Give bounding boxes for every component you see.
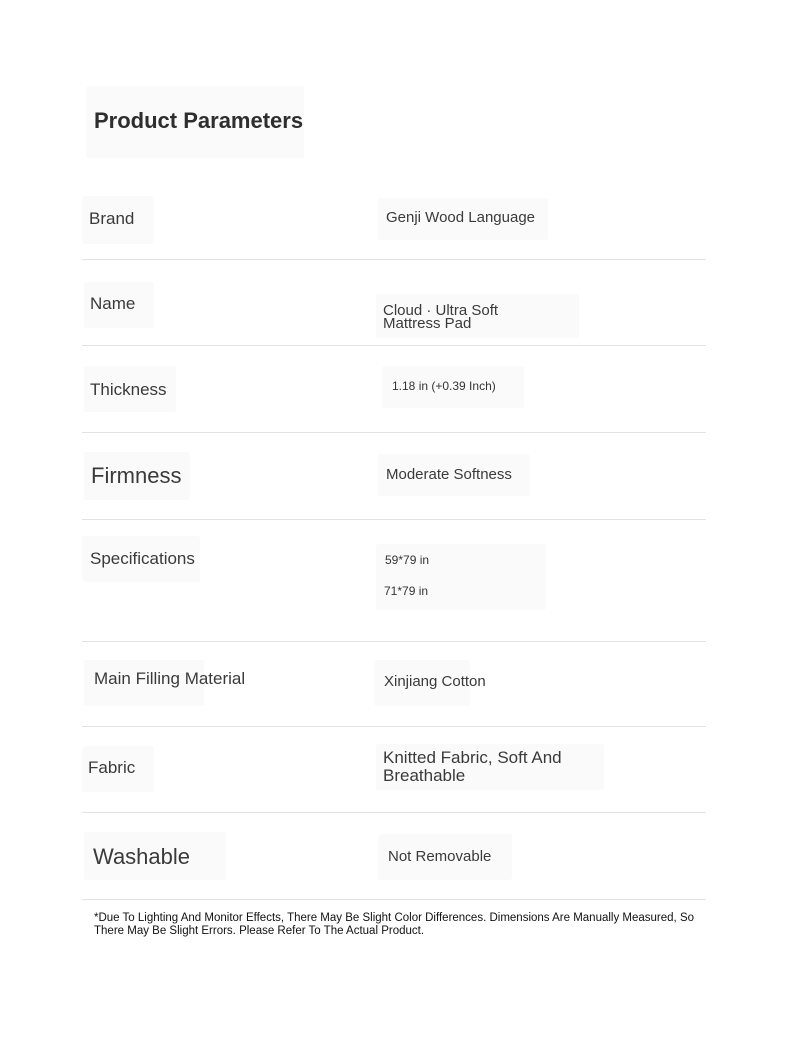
name-label: Name	[90, 294, 136, 313]
thickness-value: 1.18 in (+0.39 Inch)	[392, 379, 496, 393]
row-divider	[82, 432, 706, 433]
fabric-value: Knitted Fabric, Soft And Breathable	[383, 748, 562, 785]
disclaimer-note: *Due To Lighting And Monitor Effects, There May Be Slight Color Differences. Dimensions Are Manually Measured, So There May Be Slight Errors. Please Refer To The Actual Product.	[94, 912, 695, 937]
row-divider	[82, 259, 706, 260]
row-divider	[82, 899, 706, 900]
row-divider	[82, 812, 706, 813]
specifications-label: Specifications	[90, 549, 195, 568]
fabric-label: Fabric	[88, 758, 136, 777]
page-title: Product Parameters	[94, 108, 304, 133]
row-divider	[82, 726, 706, 727]
main-filling-material-label: Main Filling Material	[94, 669, 246, 688]
main-filling-material-value: Xinjiang Cotton	[384, 673, 486, 690]
row-divider	[82, 345, 706, 346]
row-divider	[82, 519, 706, 520]
specification-value: 71*79 in	[384, 584, 429, 598]
washable-value: Not Removable	[388, 848, 492, 865]
row-divider	[82, 641, 706, 642]
specification-value: 59*79 in	[385, 553, 430, 567]
thickness-label: Thickness	[90, 380, 167, 399]
name-value: Cloud · Ultra Soft Mattress Pad	[383, 302, 499, 332]
washable-label: Washable	[93, 844, 191, 869]
firmness-label: Firmness	[91, 463, 182, 488]
brand-label: Brand	[89, 209, 135, 228]
firmness-value: Moderate Softness	[386, 466, 512, 483]
brand-value: Genji Wood Language	[386, 209, 536, 226]
